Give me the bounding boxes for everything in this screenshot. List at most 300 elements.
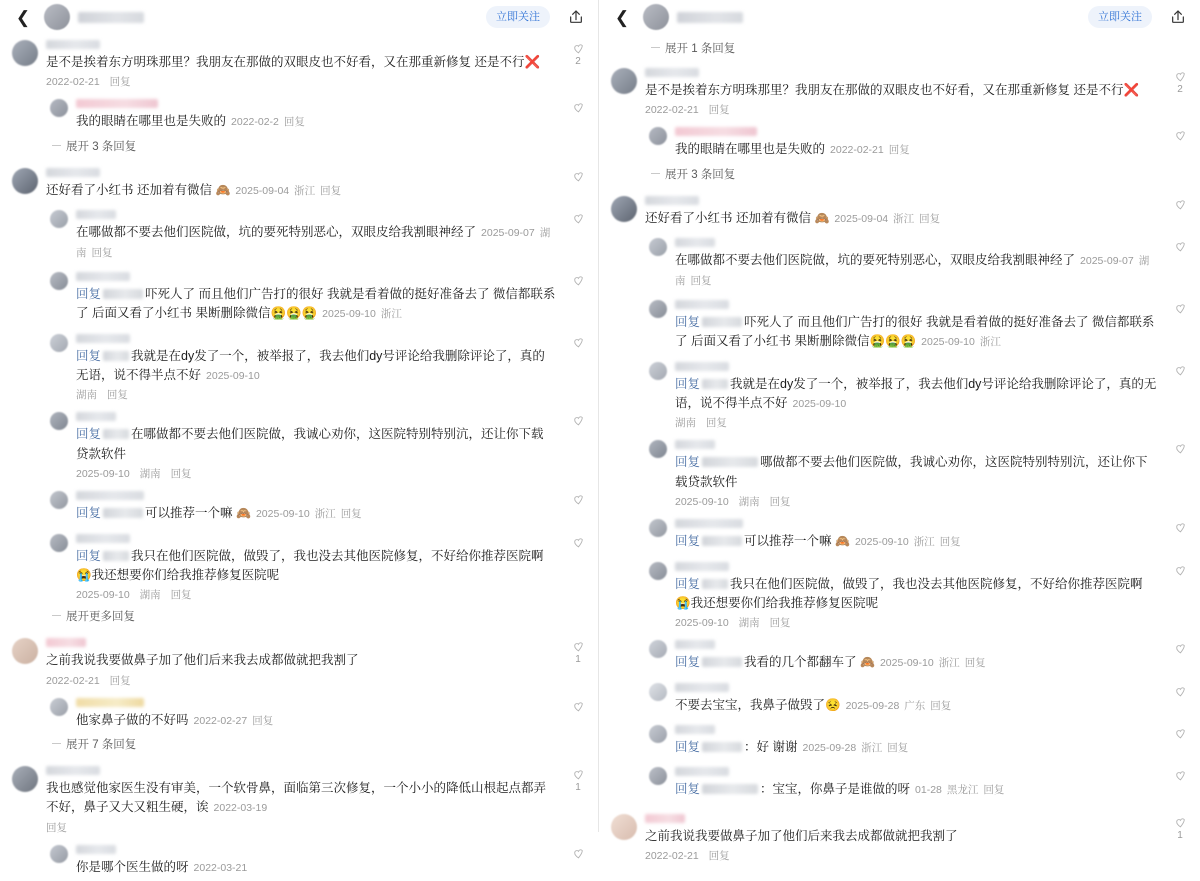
comment-reply-item[interactable] xyxy=(0,485,598,527)
comment-date: 2025-09-28 xyxy=(802,742,857,754)
reply-button[interactable]: 回复 xyxy=(320,184,342,197)
comment-text-main: 好 谢谢 xyxy=(756,740,798,754)
comment-text xyxy=(76,547,556,586)
mentioned-username-redacted xyxy=(103,429,129,439)
avatar[interactable] xyxy=(649,683,667,701)
username-redacted xyxy=(76,845,116,854)
comment-text xyxy=(675,453,1158,492)
comment-text: 之前我说我要做鼻子加了他们后来我去成都做就把我割了 xyxy=(645,828,958,843)
reply-button[interactable]: 回复 xyxy=(939,536,961,549)
comment-meta xyxy=(76,387,556,402)
comment-reply-item[interactable] xyxy=(0,528,598,607)
comment-item[interactable] xyxy=(0,34,598,93)
avatar[interactable] xyxy=(12,168,38,194)
reply-button[interactable]: 回复 xyxy=(705,417,727,430)
comment-body xyxy=(667,300,1188,352)
like-button[interactable] xyxy=(570,493,586,506)
reply-prefix: 回复 xyxy=(76,506,102,521)
username-redacted xyxy=(76,272,130,281)
username-redacted xyxy=(46,638,86,647)
avatar[interactable] xyxy=(12,638,38,664)
comment-text xyxy=(76,858,556,877)
like-button[interactable] xyxy=(570,336,586,349)
comment-reply-item[interactable] xyxy=(599,356,1200,435)
comment-region: 浙江 xyxy=(913,536,935,549)
comment-body xyxy=(38,168,586,200)
avatar[interactable] xyxy=(12,40,38,66)
username-redacted xyxy=(76,412,116,421)
comment-date: 2025-09-10 xyxy=(921,336,975,349)
username-redacted xyxy=(675,725,715,734)
comment-text-main: 我只在他们医院做，做毁了，我也没去其他医院修复，不好给你推荐医院啊😭我还想要你们给我推荐修复医院呢 xyxy=(675,576,1143,610)
comment-text xyxy=(675,375,1158,414)
comment-text xyxy=(675,738,1158,757)
username-redacted xyxy=(76,698,144,707)
reply-button[interactable]: 回复 xyxy=(170,468,192,481)
comment-text xyxy=(675,251,1158,290)
comment-region: 湖南 xyxy=(675,255,1150,287)
like-button[interactable] xyxy=(1172,521,1188,534)
comment-text-main: 我就是在dy发了一个，被举报了，我去他们dy号评论给我删除评论了，真的无语，说不得半点不好 xyxy=(76,348,545,382)
comment-reply-item[interactable] xyxy=(0,692,598,734)
reply-button[interactable]: 回复 xyxy=(930,699,952,712)
comment-body xyxy=(637,814,1188,863)
comment-meta xyxy=(76,587,556,602)
username-redacted xyxy=(645,196,699,205)
comment-region: 黑龙江 xyxy=(946,784,979,797)
comment-text xyxy=(76,347,556,386)
left-comment-list xyxy=(0,34,598,881)
comment-body xyxy=(68,845,586,877)
comment-body xyxy=(667,238,1188,290)
comment-region: 湖南 xyxy=(139,468,161,481)
comment-item[interactable] xyxy=(0,632,598,691)
comment-date: 2022-02-21 xyxy=(46,76,100,89)
reply-prefix: 回复 xyxy=(76,286,102,301)
comment-body xyxy=(68,698,586,730)
reply-button[interactable]: 回复 xyxy=(919,212,941,225)
comment-text-main: 在哪做都不要去他们医院做，坑的要死特别恶心，双眼皮给我割眼神经了 xyxy=(675,253,1076,268)
avatar[interactable] xyxy=(50,491,68,509)
reply-prefix: 回复 xyxy=(675,314,701,329)
avatar[interactable] xyxy=(611,814,637,840)
like-button[interactable] xyxy=(570,536,586,549)
like-button[interactable] xyxy=(1172,816,1188,841)
reply-button[interactable]: 回复 xyxy=(170,589,192,602)
comment-region: 广东 xyxy=(904,699,926,712)
comment-item[interactable] xyxy=(0,760,598,839)
like-count: 2 xyxy=(575,56,581,67)
avatar[interactable] xyxy=(50,698,68,716)
comment-text xyxy=(76,285,556,324)
like-button[interactable] xyxy=(1172,129,1188,142)
like-button[interactable] xyxy=(1172,642,1188,655)
comment-meta xyxy=(675,615,1158,630)
follow-button[interactable]: 立即关注 xyxy=(486,6,550,28)
comment-region: 湖南 xyxy=(738,496,760,509)
reply-button[interactable]: 回复 xyxy=(769,496,791,509)
like-button[interactable] xyxy=(570,768,586,793)
reply-prefix: 回复 xyxy=(675,782,701,797)
comment-region: 浙江 xyxy=(938,657,960,670)
comment-date: 2022-03-19 xyxy=(213,802,268,815)
comment-text xyxy=(76,504,556,523)
comment-text-main: 你是哪个医生做的呀 xyxy=(76,859,189,874)
like-button[interactable] xyxy=(1172,70,1188,95)
avatar[interactable] xyxy=(649,440,667,458)
comment-date: 2022-02-27 xyxy=(193,714,248,727)
expand-replies-button[interactable]: 展开 3 条回复 xyxy=(599,164,1200,190)
comment-date: 2025-09-28 xyxy=(845,699,900,712)
comment-body xyxy=(667,725,1188,757)
comment-text: 是不是挨着东方明珠那里？我朋友在那做的双眼皮也不好看，又在那重新修复 还是不行❌ xyxy=(645,83,1140,97)
avatar[interactable] xyxy=(649,640,667,658)
comment-text xyxy=(675,140,1158,159)
comment-text-main: 他家鼻子做的不好吗 xyxy=(76,712,189,727)
comment-date: 01-28 xyxy=(915,784,942,797)
comment-text-main: 我就是在dy发了一个，被举报了，我去他们dy号评论给我删除评论了，真的无语，说不得半点不好 xyxy=(675,376,1157,410)
comment-meta xyxy=(76,466,556,481)
comment-text-main: 我的眼睛在哪里也是失败的 xyxy=(675,142,826,157)
comment-reply-item[interactable] xyxy=(599,677,1200,719)
reply-button[interactable]: 回复 xyxy=(109,674,131,687)
comment-meta xyxy=(46,820,556,835)
reply-button[interactable]: 回复 xyxy=(983,784,1005,797)
username-redacted xyxy=(675,519,743,528)
comment-text-main: 还好看了小红书 还加着有微信 xyxy=(645,210,811,225)
like-button[interactable] xyxy=(570,847,586,860)
comment-reply-item[interactable] xyxy=(0,406,598,485)
mentioned-username-redacted xyxy=(702,657,742,667)
comment-body xyxy=(637,196,1188,228)
comment-item[interactable] xyxy=(599,804,1200,867)
username-redacted xyxy=(76,99,158,108)
username-redacted xyxy=(76,491,144,500)
like-button[interactable] xyxy=(570,414,586,427)
reply-prefix: 回复 xyxy=(76,548,102,563)
comment-date: 2022-03-21 xyxy=(193,861,248,874)
comment-body xyxy=(667,562,1188,631)
comment-item[interactable] xyxy=(0,162,598,204)
comment-reply-item[interactable] xyxy=(599,434,1200,513)
comment-reply-item[interactable] xyxy=(599,294,1200,356)
like-button[interactable] xyxy=(1172,364,1188,377)
expand-thread-button[interactable]: 展开 1 条回复 xyxy=(599,34,1200,62)
comment-reply-item[interactable] xyxy=(599,761,1200,803)
comment-region: 湖南 xyxy=(738,617,760,630)
comment-text-main: 吓死人了 而且他们广告打的很好 我就是看着做的挺好准备去了 微信都联系了 后面又看了小红书 果断删除微信🤮🤮🤮 xyxy=(76,286,556,321)
expand-replies-button[interactable]: 展开 7 条回复 xyxy=(0,734,598,760)
comment-meta xyxy=(46,673,556,688)
comment-date: 2025-09-10 xyxy=(76,589,130,602)
like-button[interactable] xyxy=(570,700,586,713)
comment-body xyxy=(68,412,586,481)
left-pane xyxy=(0,0,599,874)
username-redacted xyxy=(675,562,729,571)
comment-meta xyxy=(675,415,1158,430)
avatar[interactable] xyxy=(649,725,667,743)
mentioned-username-redacted xyxy=(103,351,129,361)
mentioned-username-redacted xyxy=(702,579,728,589)
avatar[interactable] xyxy=(50,334,68,352)
avatar[interactable] xyxy=(50,272,68,290)
like-button[interactable] xyxy=(570,274,586,287)
reply-button[interactable]: 回复 xyxy=(964,657,986,670)
avatar[interactable] xyxy=(611,196,637,222)
comment-body xyxy=(667,640,1188,672)
comment-meta xyxy=(675,494,1158,509)
comment-text-main: 可以推荐一个嘛 xyxy=(145,506,233,521)
comment-meta xyxy=(645,102,1158,117)
reply-button[interactable]: 回复 xyxy=(106,389,128,402)
comment-body xyxy=(667,683,1188,715)
comment-body xyxy=(68,99,586,131)
comment-text xyxy=(675,532,1158,551)
reply-button[interactable]: 回复 xyxy=(91,246,113,259)
like-count: 1 xyxy=(575,782,581,793)
mentioned-username-redacted xyxy=(702,457,758,467)
comment-body xyxy=(667,362,1188,431)
comment-reply-item[interactable] xyxy=(0,93,598,135)
comment-text xyxy=(675,653,1158,672)
username-redacted xyxy=(645,68,699,77)
comment-date: 2025-09-07 xyxy=(1080,255,1134,268)
comment-date: 2025-09-10 xyxy=(792,398,847,410)
comment-region: 湖南 xyxy=(139,589,161,602)
chevron-left-icon[interactable]: ❮ xyxy=(15,7,31,27)
comment-region: 湖南 xyxy=(76,227,551,259)
reply-button[interactable]: 回复 xyxy=(888,144,910,157)
comment-date: 2025-09-04 xyxy=(834,212,889,225)
comment-body xyxy=(68,334,586,403)
comment-body xyxy=(667,440,1188,509)
comment-date: 2025-09-10 xyxy=(854,536,909,549)
emoji: 🙈 xyxy=(814,210,830,225)
comment-text xyxy=(645,209,1158,228)
comment-text xyxy=(46,779,556,818)
username-redacted xyxy=(675,640,715,649)
follow-button[interactable]: 立即关注 xyxy=(1088,6,1152,28)
reply-button[interactable]: 回复 xyxy=(708,850,730,863)
author-name-redacted xyxy=(677,12,743,23)
comment-reply-item[interactable] xyxy=(599,634,1200,676)
like-button[interactable] xyxy=(570,640,586,665)
username-redacted xyxy=(675,440,715,449)
comment-reply-item[interactable] xyxy=(0,204,598,266)
like-button[interactable] xyxy=(570,42,586,67)
comment-text-main: 在哪做都不要去他们医院做，我诚心劝你，这医院特别特别沆，还让你下载贷款软件 xyxy=(76,427,544,461)
chevron-left-icon[interactable]: ❮ xyxy=(614,7,630,27)
comment-text xyxy=(76,711,556,730)
comment-text: 之前我说我要做鼻子加了他们后来我去成都做就把我割了 xyxy=(46,653,359,668)
avatar[interactable] xyxy=(50,412,68,430)
comment-text-main: 哪做都不要去他们医院做，我诚心劝你，这医院特别特别沆，还让你下载贷款软件 xyxy=(675,455,1148,489)
avatar[interactable] xyxy=(50,845,68,863)
avatar[interactable] xyxy=(649,300,667,318)
avatar[interactable] xyxy=(12,766,38,792)
comment-reply-item[interactable] xyxy=(0,839,598,881)
reply-prefix: 回复 xyxy=(76,427,102,442)
username-redacted xyxy=(46,168,100,177)
comment-body xyxy=(68,272,586,324)
comment-region: 浙江 xyxy=(861,742,883,754)
comment-reply-item[interactable] xyxy=(599,719,1200,761)
username-redacted xyxy=(675,767,729,776)
comment-text xyxy=(675,780,1158,799)
comment-body xyxy=(667,767,1188,799)
mentioned-username-redacted xyxy=(702,317,742,327)
comment-region: 浙江 xyxy=(314,508,336,521)
author-name-redacted xyxy=(78,12,144,23)
like-button[interactable] xyxy=(1172,302,1188,315)
like-button[interactable] xyxy=(570,170,586,183)
like-count: 1 xyxy=(1177,829,1183,841)
right-pane xyxy=(599,0,1200,863)
mentioned-username-redacted xyxy=(103,289,143,299)
reply-button[interactable]: 回复 xyxy=(340,508,362,521)
comment-date: 2025-09-07 xyxy=(481,227,535,240)
comment-date: 2025-09-10 xyxy=(76,468,130,481)
reply-button[interactable]: 回复 xyxy=(690,274,712,287)
comment-meta xyxy=(645,848,1158,863)
like-button[interactable] xyxy=(1172,564,1188,577)
comment-text xyxy=(76,425,556,464)
comment-text-main: 可以推荐一个嘛 xyxy=(744,534,832,549)
like-count: 1 xyxy=(575,654,581,666)
share-icon[interactable] xyxy=(1168,7,1188,27)
username-redacted xyxy=(675,300,729,309)
username-redacted xyxy=(46,766,100,775)
avatar[interactable] xyxy=(44,4,70,30)
reply-prefix: 回复 xyxy=(675,534,701,549)
comment-date: 2025-09-04 xyxy=(235,184,290,197)
comment-item[interactable] xyxy=(599,62,1200,121)
avatar[interactable] xyxy=(50,99,68,117)
emoji: 🙈 xyxy=(215,182,231,197)
comment-body xyxy=(68,534,586,603)
reply-button[interactable]: 回复 xyxy=(769,617,791,630)
comment-reply-item[interactable] xyxy=(0,266,598,328)
comment-body xyxy=(637,68,1188,117)
comment-reply-item[interactable] xyxy=(0,328,598,407)
reply-prefix: 回复 xyxy=(675,455,701,470)
avatar[interactable] xyxy=(50,534,68,552)
reply-button[interactable]: 回复 xyxy=(708,104,730,117)
comment-text xyxy=(675,575,1158,614)
left-topbar xyxy=(0,0,598,34)
like-button[interactable] xyxy=(570,212,586,225)
reply-button[interactable]: 回复 xyxy=(46,821,67,834)
comment-text xyxy=(76,112,556,131)
comment-text-main: 宝宝，你鼻子是谁做的呀 xyxy=(772,782,911,797)
share-icon[interactable] xyxy=(566,7,586,27)
like-button[interactable] xyxy=(1172,685,1188,698)
comment-text-main: 我看的几个都翻车了 xyxy=(744,655,857,670)
comment-text xyxy=(675,313,1158,352)
like-button[interactable] xyxy=(1172,727,1188,740)
mentioned-username-redacted xyxy=(702,536,742,546)
avatar[interactable] xyxy=(649,562,667,580)
avatar[interactable] xyxy=(649,767,667,785)
right-comment-list xyxy=(599,34,1200,867)
comment-item[interactable] xyxy=(599,190,1200,232)
username-redacted xyxy=(76,534,130,543)
right-topbar xyxy=(599,0,1200,34)
comment-text-main: 不要去宝宝，我鼻子做毁了😣 xyxy=(675,697,841,712)
avatar[interactable] xyxy=(649,238,667,256)
like-button[interactable] xyxy=(1172,442,1188,455)
avatar[interactable] xyxy=(649,362,667,380)
comment-body xyxy=(667,127,1188,159)
avatar[interactable] xyxy=(611,68,637,94)
reply-button[interactable]: 回复 xyxy=(283,116,305,129)
comment-text-main: 还好看了小红书 还加着有微信 xyxy=(46,182,212,197)
comment-region: 湖南 xyxy=(675,417,696,430)
reply-button[interactable]: 回复 xyxy=(887,742,909,754)
reply-prefix: 回复 xyxy=(76,348,102,363)
comment-date: 2025-09-10 xyxy=(322,308,376,321)
comment-text-main: 我也感觉他家医生没有审美，一个软骨鼻，面临第三次修复，一个小小的降低山根起点都弄不好，鼻子又大又粗生硬，诶 xyxy=(46,781,547,815)
like-button[interactable] xyxy=(1172,240,1188,253)
reply-button[interactable]: 回复 xyxy=(109,76,131,89)
reply-prefix: 回复 xyxy=(675,376,701,391)
emoji: 🙈 xyxy=(236,506,251,521)
colon: ： xyxy=(744,740,757,754)
reply-button[interactable]: 回复 xyxy=(252,714,274,727)
emoji: 🙈 xyxy=(860,655,875,670)
comment-reply-item[interactable] xyxy=(599,513,1200,555)
username-redacted xyxy=(675,362,729,371)
comment-reply-item[interactable] xyxy=(599,232,1200,294)
comment-body xyxy=(667,519,1188,551)
comment-body xyxy=(68,210,586,262)
comment-text xyxy=(76,223,556,262)
reply-prefix: 回复 xyxy=(675,576,701,591)
like-button[interactable] xyxy=(1172,769,1188,782)
comment-text-main: 吓死人了 而且他们广告打的很好 我就是看着做的挺好准备去了 微信都联系了 后面又看了小红书 果断删除微信🤮🤮🤮 xyxy=(675,314,1155,349)
mentioned-username-redacted xyxy=(702,742,742,752)
avatar[interactable] xyxy=(649,127,667,145)
comment-region: 浙江 xyxy=(893,212,915,225)
comment-text-main: 我只在他们医院做，做毁了，我也没去其他医院修复，不好给你推荐医院啊😭我还想要你们给我推荐修复医院呢 xyxy=(76,548,544,582)
like-button[interactable] xyxy=(1172,198,1188,211)
username-redacted xyxy=(46,40,100,49)
reply-prefix: 回复 xyxy=(675,740,701,754)
comment-date: 2025-09-10 xyxy=(206,370,260,382)
comment-reply-item[interactable] xyxy=(599,121,1200,163)
comment-reply-item[interactable] xyxy=(599,556,1200,635)
expand-replies-button[interactable]: 展开 3 条回复 xyxy=(0,136,598,162)
mentioned-username-redacted xyxy=(103,508,143,518)
avatar[interactable] xyxy=(50,210,68,228)
like-count: 2 xyxy=(1177,84,1183,95)
comment-region: 浙江 xyxy=(294,184,316,197)
avatar[interactable] xyxy=(643,4,669,30)
comment-body xyxy=(68,491,586,523)
comment-date: 2025-09-10 xyxy=(879,657,934,670)
expand-more-replies-button[interactable]: 展开更多回复 xyxy=(0,606,598,632)
comment-region: 浙江 xyxy=(979,336,1001,349)
username-redacted xyxy=(675,238,715,247)
comment-date: 2022-02-21 xyxy=(645,104,699,117)
comment-body xyxy=(38,638,586,687)
username-redacted xyxy=(675,127,757,136)
like-button[interactable] xyxy=(570,101,586,114)
avatar[interactable] xyxy=(649,519,667,537)
comment-text: 是不是挨着东方明珠那里？我朋友在那做的双眼皮也不好看，又在那重新修复 还是不行❌ xyxy=(46,55,541,69)
comment-text-main: 在哪做都不要去他们医院做，坑的要死特别恶心，双眼皮给我割眼神经了 xyxy=(76,225,477,240)
username-redacted xyxy=(645,814,685,823)
